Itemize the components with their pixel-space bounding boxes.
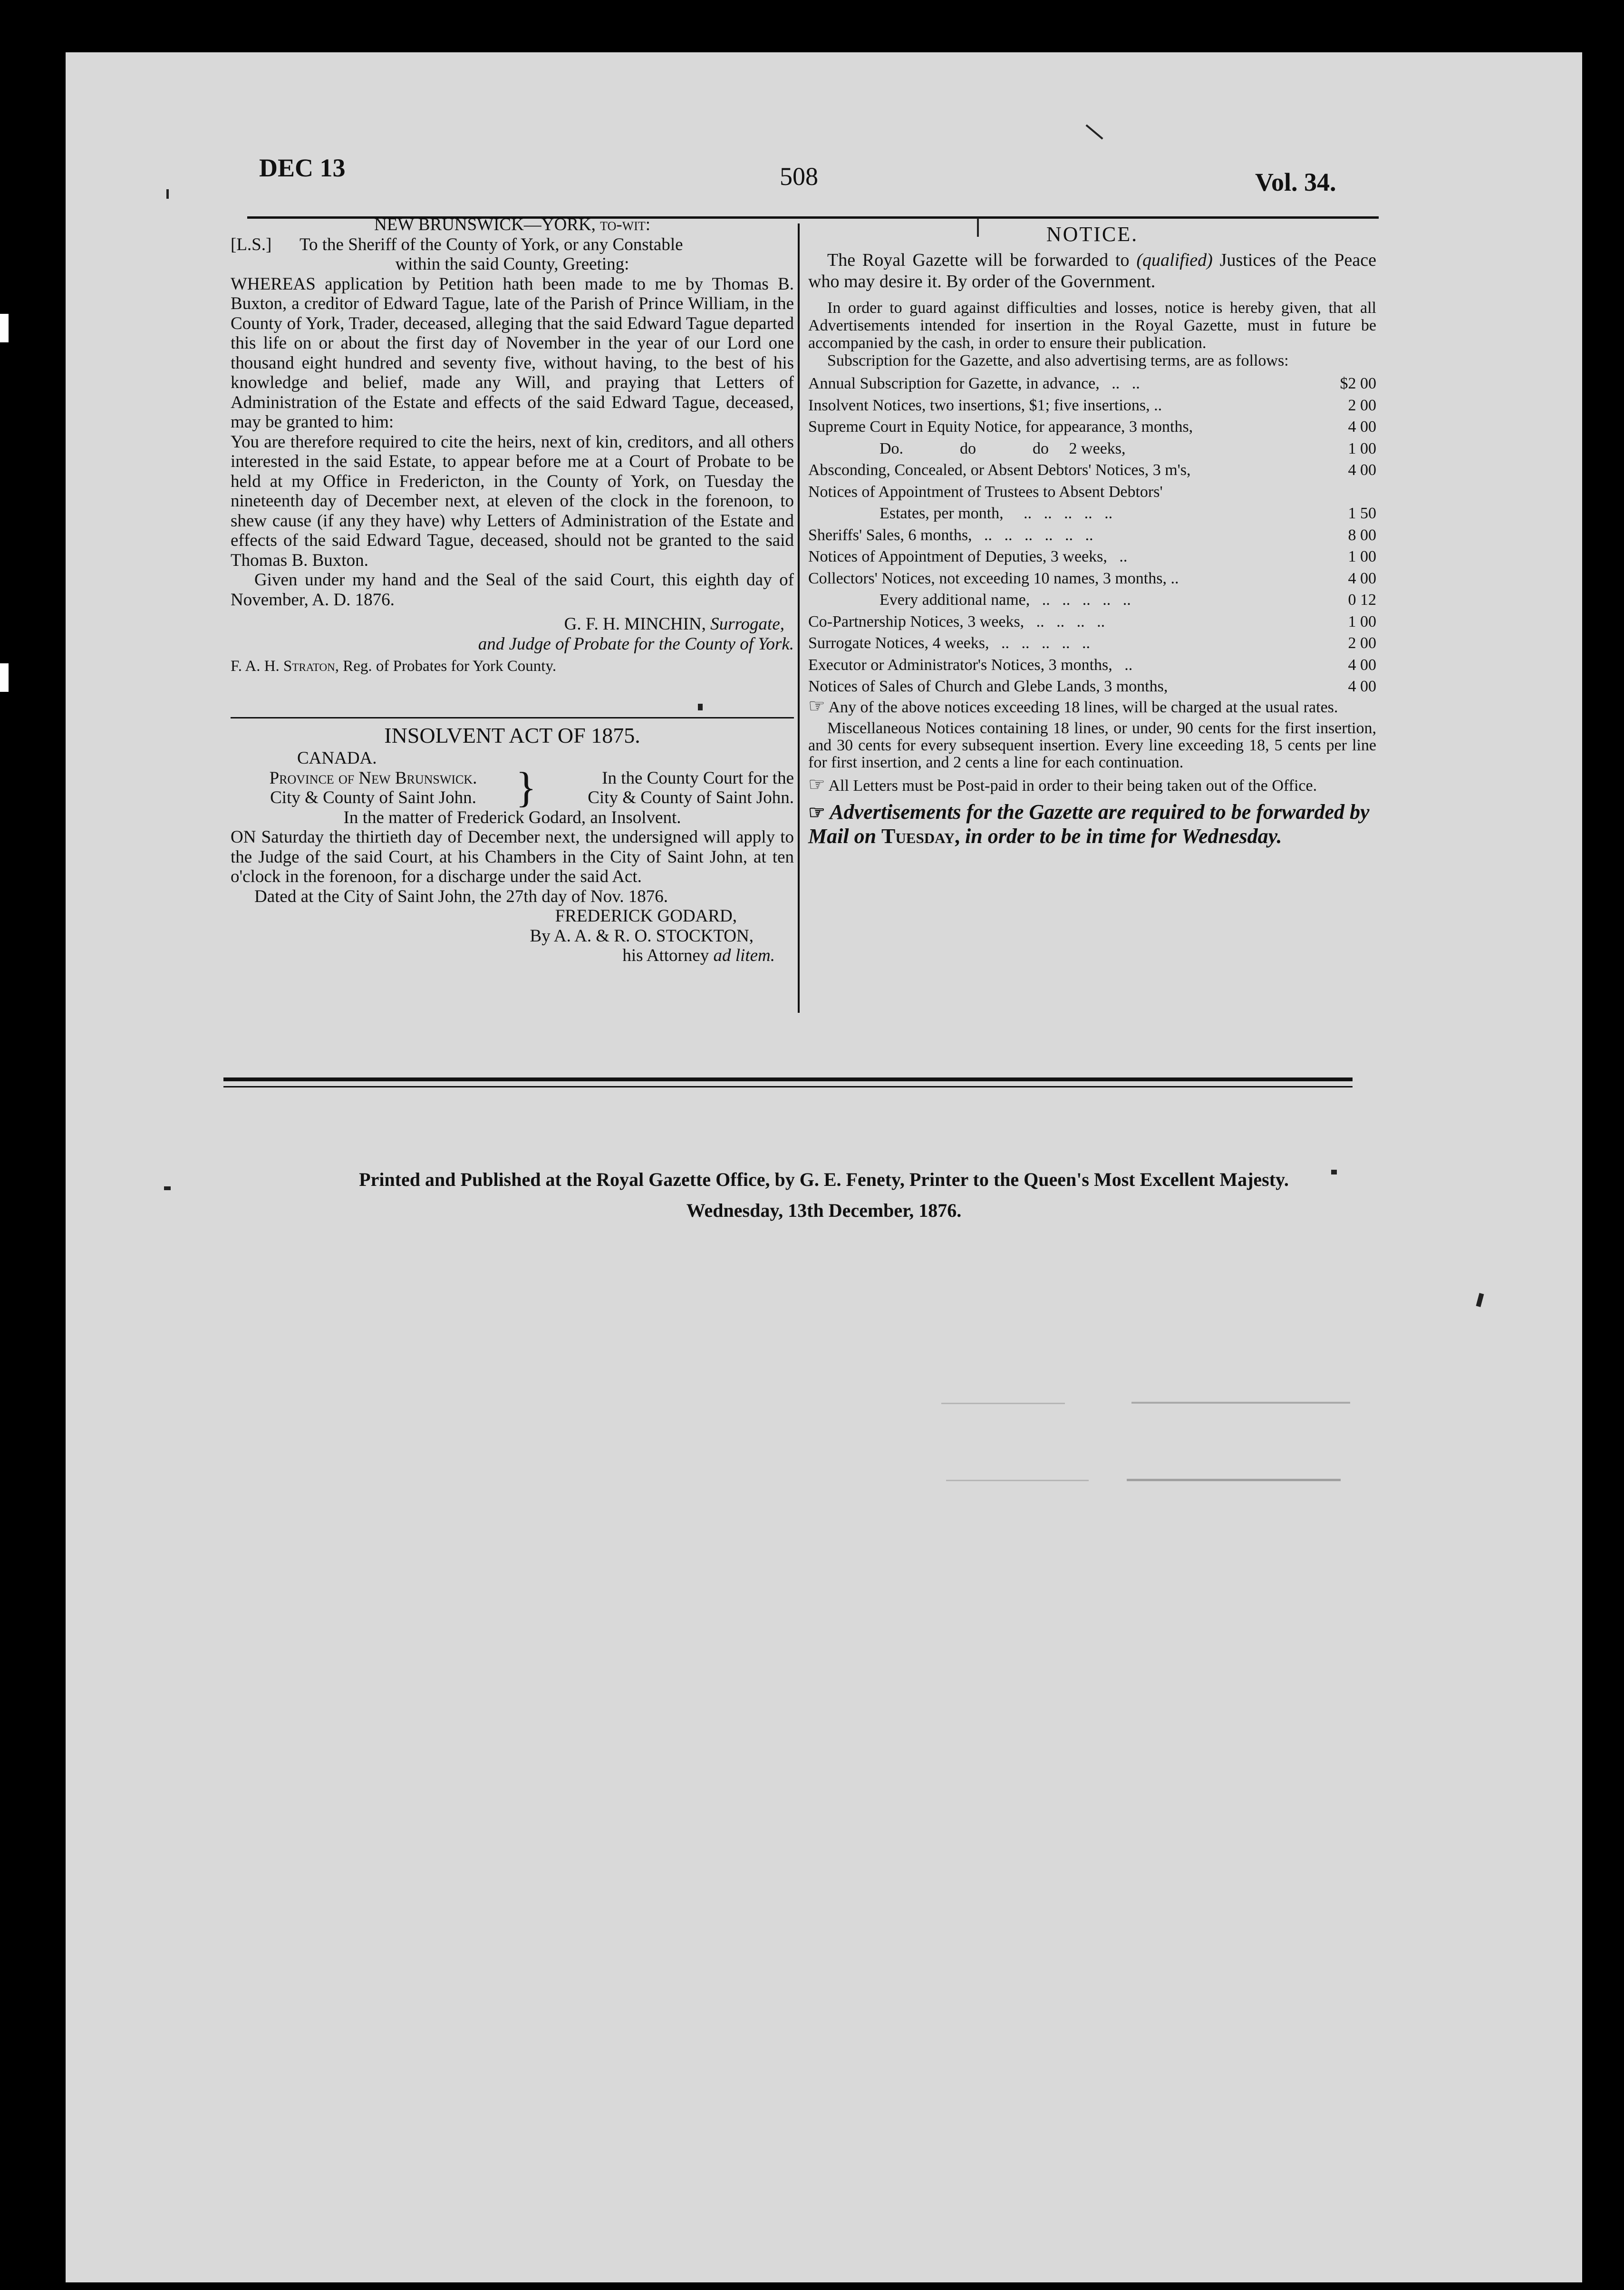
seal-tag: [L.S.] [231,234,272,254]
registrar-line [231,657,794,677]
fee-row [808,546,1376,568]
fee-amount: 2 00 [1348,634,1376,652]
bleed-through-mark [1127,1479,1341,1481]
left-column [231,215,794,677]
citation-heading-suffix: to-wit: [600,215,651,234]
citation-heading [231,215,794,235]
insolvent-heading: INSOLVENT ACT OF 1875. [384,723,640,747]
attorney-text: his Attorney [622,946,709,965]
canada-label: CANADA. [297,748,377,768]
whereas-paragraph: WHEREAS application by Petition hath been made to me by Thomas B. Buxton, a creditor of Edward Tague, late of the Parish of Prince William, in the County of York, Trader, deceased, alleging that the said Edward Tague departed this life on or about the first day of November in the year of our Lord one thousand eight hundred and seventy five, without having, to the best of his knowledge and belief, made any Will, and praying that Letters of Administration of the Estate and effects of the said Edward Tague, deceased, may be granted to him: [231,274,794,432]
fee-label: Collectors' Notices, not exceeding 10 names, 3 months, .. [808,569,1179,587]
scan-speck [1331,1170,1337,1174]
bleed-through-mark [941,1403,1065,1404]
fee-amount: 4 00 [1348,461,1376,479]
fee-label: Notices of Appointment of Trustees to Absent Debtors' [808,483,1163,501]
gazette-notice-pre: The Royal Gazette will be forwarded to [827,250,1130,270]
fee-amount: 1 00 [1348,548,1376,565]
fee-row [808,611,1376,633]
advert-notice [808,800,1376,848]
fee-row [808,438,1376,460]
gazette-notice [808,250,1376,292]
sheriff-address: To the Sheriff of the County of York, or any Constable [300,234,683,254]
fee-row [808,524,1376,546]
fee-row [808,654,1376,676]
exceeding-note [808,695,1376,717]
fee-row [808,459,1376,481]
advert-notice-post: in order to be in time for Wednesday. [965,824,1282,848]
fee-label: Every additional name, .. .. .. .. .. [880,591,1131,609]
pointing-hand-icon: ☞ [808,695,825,717]
fee-label: Supreme Court in Equity Notice, for appearance, 3 months, [808,418,1193,436]
exceeding-note-text: Any of the above notices exceeding 18 lines, will be charged at the usual rates. [828,698,1338,716]
left-section-rule [231,717,794,718]
fee-label: Annual Subscription for Gazette, in advance, .. .. [808,375,1140,392]
advert-notice-pre: Advertisements for the Gazette are required to be forwarded by Mail on [808,800,1370,848]
saturday-paragraph: ON Saturday the thirtieth day of December next, the undersigned will apply to the Judge of the said Court, at his Chambers in the City of Saint John, at ten o'clock in the forenoon, for a discharge under the said Act. [231,827,794,886]
fee-label: Surrogate Notices, 4 weeks, .. .. .. .. .. [808,634,1091,652]
fee-label: Estates, per month, .. .. .. .. .. [880,505,1113,522]
fee-row [808,589,1376,611]
fee-amount: 8 00 [1348,526,1376,544]
pointing-hand-icon: ☞ [808,801,825,823]
fee-row [808,676,1376,698]
fee-label: Notices of Appointment of Deputies, 3 weeks, .. [808,548,1128,565]
registrar-title: Reg. of Probates for York County. [343,658,557,675]
fee-amount: 2 00 [1348,396,1376,414]
fee-row [808,373,1376,395]
fee-row [808,395,1376,417]
scan-speck [166,189,169,199]
fee-amount: 1 00 [1348,439,1376,457]
imprint-line: Printed and Published at the Royal Gazette Office, by G. E. Fenety, Printer to the Queen's Most Excellent Majesty. [359,1169,1289,1190]
misc-paragraph: Miscellaneous Notices containing 18 lines, or under, 90 cents for the first insertion, and 30 cents for every subsequent insertion. Every line exceeding 18, 5 cents per line for first insertion, and 2 cents a line for each continuation. [808,719,1376,771]
matter-line: In the matter of Frederick Godard, an Insolvent. [343,807,681,827]
subscription-intro: Subscription for the Gazette, and also advertising terms, are as follows: [827,352,1289,369]
advert-notice-day: Tuesday, [881,824,960,848]
fee-row [808,416,1376,438]
fee-row [808,481,1376,503]
fee-amount: 4 00 [1348,418,1376,436]
scan-edge-mark [0,314,9,342]
fee-label: Absconding, Concealed, or Absent Debtors' Notices, 3 m's, [808,461,1191,479]
court-city-line: City & County of Saint John. [588,788,794,807]
order-paragraph: In order to guard against difficulties and losses, notice is hereby given, that all Advertisements intended for insertion in the Royal Gazette, must in future be accompanied by the cash, in order to ensure their publication. [808,299,1376,352]
volume-number: Vol. 34. [1255,168,1336,196]
judge-title: and Judge of Probate for the County of York. [478,634,794,654]
scan-speck [164,1186,171,1190]
court-caption [231,764,794,811]
fee-amount: 4 00 [1348,569,1376,587]
surrogate-name: G. F. H. MINCHIN, [564,614,706,634]
pointing-hand-icon: ☞ [808,773,825,795]
bleed-through-mark [946,1480,1089,1481]
fee-amount: 4 00 [1348,678,1376,695]
postpaid-note [808,773,1376,795]
scan-speck [698,704,703,710]
cite-paragraph: You are therefore required to cite the heirs, next of kin, creditors, and all others interested in the said Estate, to appear before me at a Court of Probate to be held at my Office in Fredericton, in the County of York, on Tuesday the nineteenth day of December next, at eleven of the clock in the forenoon, to shew cause (if any they have) why Letters of Administration of the Estate and effects of the said Edward Tague, deceased, should not be granted to the said Thomas B. Buxton. [231,432,794,570]
by-line: By A. A. & R. O. STOCKTON, [530,926,754,946]
fee-row [808,568,1376,590]
surrogate-title: Surrogate, [710,614,784,634]
registrar-name: F. A. H. Straton, [231,658,339,675]
fee-amount: 0 12 [1348,591,1376,609]
sheriff-greeting: within the said County, Greeting: [395,254,629,274]
fee-row [808,503,1376,524]
insolvent-notice [231,723,794,966]
fee-amount: 1 50 [1348,505,1376,522]
dated-line: Dated at the City of Saint John, the 27th day of Nov. 1876. [254,886,668,906]
fee-label: Notices of Sales of Church and Glebe Lands, 3 months, [808,678,1168,695]
attorney-line [231,946,794,966]
surrogate-signature [231,614,794,634]
citation-heading-text: NEW BRUNSWICK—YORK, [374,215,596,234]
province-line: Province of New Brunswick. [269,768,477,788]
right-column [808,221,1376,848]
insolvent-name: FREDERICK GODARD, [555,906,737,926]
brace-glyph: } [516,764,537,811]
fee-label: Co-Partnership Notices, 3 weeks, .. .. .. .. [808,612,1105,631]
closing-rule-thick [223,1077,1353,1081]
given-paragraph: Given under my hand and the Seal of the said Court, this eighth day of November, A. D. 1876. [231,570,794,610]
bleed-through-mark [1131,1402,1350,1404]
postpaid-note-text: All Letters must be Post-paid in order to their being taken out of the Office. [828,776,1317,795]
gazette-notice-post: Justices of the Peace who may desire it. By order of the Government. [808,250,1377,291]
fee-amount [1324,481,1376,503]
court-line: In the County Court for the [602,768,794,788]
fee-label: Executor or Administrator's Notices, 3 months, .. [808,656,1133,674]
fee-row [808,632,1376,654]
closing-rule-thin [223,1086,1353,1087]
fee-amount: 4 00 [1348,656,1376,674]
scan-speck [977,218,979,237]
fee-label: Sheriffs' Sales, 6 months, .. .. .. .. .. .. [808,526,1093,544]
fee-table [808,373,1376,698]
province-block [231,768,516,808]
court-block [537,768,794,808]
gazette-notice-qualified: (qualified) [1136,250,1213,270]
fee-label: Do. do do 2 weeks, [880,439,1126,457]
fee-label: Insolvent Notices, two insertions, $1; five insertions, .. [808,396,1162,414]
issue-date: DEC 13 [259,154,346,182]
attorney-latin: ad litem. [713,946,775,965]
fee-amount: 1 00 [1348,612,1376,631]
column-divider [798,223,800,1013]
scan-edge-mark [0,663,9,692]
page-number: 508 [780,162,818,191]
province-city-line: City & County of Saint John. [270,788,476,807]
fee-amount: $2 00 [1340,375,1376,392]
imprint-date: Wednesday, 13th December, 1876. [686,1200,962,1221]
notice-heading: NOTICE. [1046,223,1139,246]
